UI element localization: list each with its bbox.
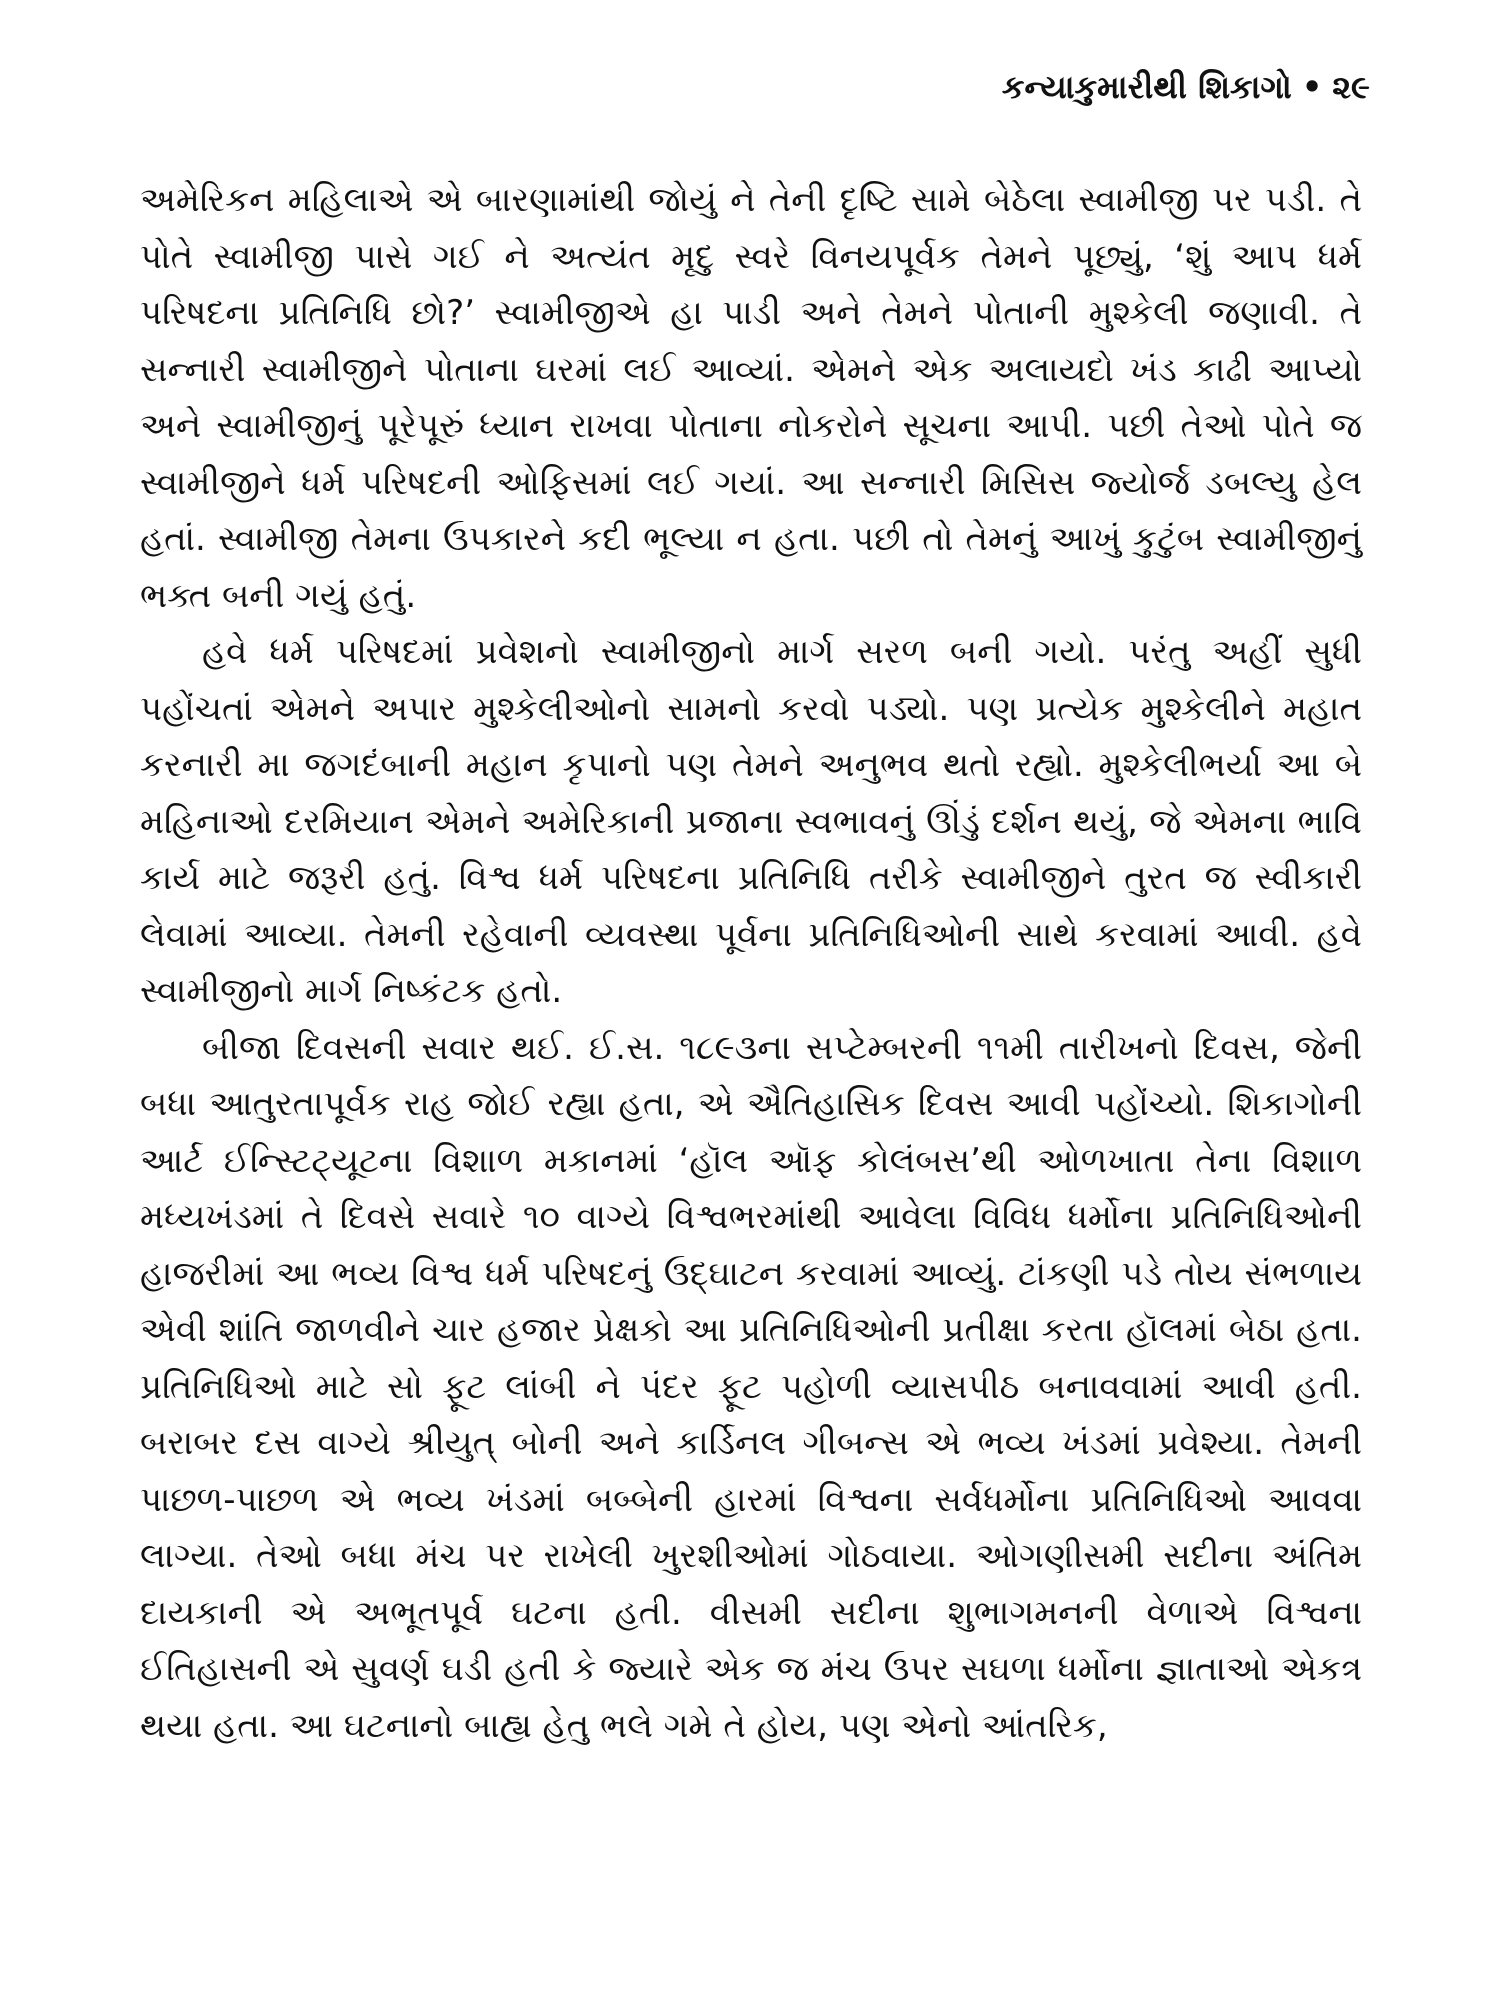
page-number: ૨૯ <box>1332 68 1370 106</box>
header-separator: • <box>1301 68 1323 106</box>
paragraph-2: હવે ધર્મ પરિષદમાં પ્રવેશનો સ્વામીજીનો માર્ગ સરળ બની ગયો. પરંતુ અહીં સુધી પહોંચતાં એમને અપાર મુશ્કેલીઓનો સામનો કરવો પડ્યો. પણ પ્રત્યેક મુશ્કેલીને મહાત કરનારી મા જગદંબાની મહાન કૃપાનો પણ તેમને અનુભવ થતો રહ્યો. મુશ્કેલીભર્યા આ બે મહિનાઓ દરમિયાન એમને અમેરિકાની પ્રજાના સ્વભાવનું ઊંડું દર્શન થયું, જે એમના ભાવિ કાર્ય માટે જરૂરી હતું. વિશ્વ ધર્મ પરિષદના પ્રતિનિધિ તરીકે સ્વામીજીને તુરત જ સ્વીકારી લેવામાં આવ્યા. તેમની રહેવાની વ્યવસ્થા પૂર્વના પ્રતિનિધિઓની સાથે કરવામાં આવી. હવે સ્વામીજીનો માર્ગ નિષ્કંટક હતો. <box>140 632 1362 1011</box>
paragraph-1: અમેરિકન મહિલાએ એ બારણામાંથી જોયું ને તેની દૃષ્ટિ સામે બેઠેલા સ્વામીજી પર પડી. તે પોતે સ્વામીજી પાસે ગઈ ને અત્યંત મૃદુ સ્વરે વિનયપૂર્વક તેમને પૂછ્યું, ‘શું આપ ધર્મ પરિષદના પ્રતિનિધિ છો?’ સ્વામીજીએ હા પાડી અને તેમને પોતાની મુશ્કેલી જણાવી. તે સન્નારી સ્વામીજીને પોતાના ઘરમાં લઈ આવ્યાં. એમને એક અલાયદો ખંડ કાઢી આપ્યો અને સ્વામીજીનું પૂરેપૂરું ધ્યાન રાખવા પોતાના નોકરોને સૂચના આપી. પછી તેઓ પોતે જ સ્વામીજીને ધર્મ પરિષદની ઓફિસમાં લઈ ગયાં. આ સન્નારી મિસિસ જ્યોર્જ ડબલ્યુ હેલ હતાં. સ્વામીજી તેમના ઉપકારને કદી ભૂલ્યા ન હતા. પછી તો તેમનું આખું કુટુંબ સ્વામીજીનું ભક્ત બની ગયું હતું. <box>140 180 1362 616</box>
paragraph-3: બીજા દિવસની સવાર થઈ. ઈ.સ. ૧૮૯૩ના સપ્ટેમ્બરની ૧૧મી તારીખનો દિવસ, જેની બધા આતુરતાપૂર્વક રાહ જોઈ રહ્યા હતા, એ ઐતિહાસિક દિવસ આવી પહોંચ્યો. શિકાગોની આર્ટ ઈન્સ્ટિટ્યૂટના વિશાળ મકાનમાં ‘હૉલ ઑફ કોલંબસ’થી ઓળખાતા તેના વિશાળ મધ્યખંડમાં તે દિવસે સવારે ૧૦ વાગ્યે વિશ્વભરમાંથી આવેલા વિવિધ ધર્મોના પ્રતિનિધિઓની હાજરીમાં આ ભવ્ય વિશ્વ ધર્મ પરિષદનું ઉદ્‌ઘાટન કરવામાં આવ્યું. ટાંકણી પડે તોય સંભળાય એવી શાંતિ જાળવીને ચાર હજાર પ્રેક્ષકો આ પ્રતિનિધિઓની પ્રતીક્ષા કરતા હૉલમાં બેઠા હતા. પ્રતિનિધિઓ માટે સો ફૂટ લાંબી ને પંદર ફૂટ પહોળી વ્યાસપીઠ બનાવવામાં આવી હતી. બરાબર દસ વાગ્યે શ્રીયુત્‌ બોની અને કાર્ડિનલ ગીબન્સ એ ભવ્ય ખંડમાં પ્રવેશ્યા. તેમની પાછળ-પાછળ એ ભવ્ય ખંડમાં બબ્બેની હારમાં વિશ્વના સર્વધર્મોના પ્રતિનિધિઓ આવવા લાગ્યા. તેઓ બધા મંચ પર રાખેલી ખુરશીઓમાં ગોઠવાયા. ઓગણીસમી સદીના અંતિમ દાયકાની એ અભૂતપૂર્વ ઘટના હતી. વીસમી સદીના શુભાગમનની વેળાએ વિશ્વના ઈતિહાસની એ સુવર્ણ ઘડી હતી કે જ્યારે એક જ મંચ ઉપર સઘળા ધર્મોના જ્ઞાતાઓ એકત્ર થયા હતા. આ ઘટનાનો બાહ્ય હેતુ ભલે ગમે તે હોય, પણ એનો આંતરિક, <box>140 1027 1362 1746</box>
body-text <box>140 172 1362 1754</box>
running-title: કન્યાકુમારીથી શિકાગો <box>1001 68 1292 106</box>
running-head <box>1002 68 1370 107</box>
